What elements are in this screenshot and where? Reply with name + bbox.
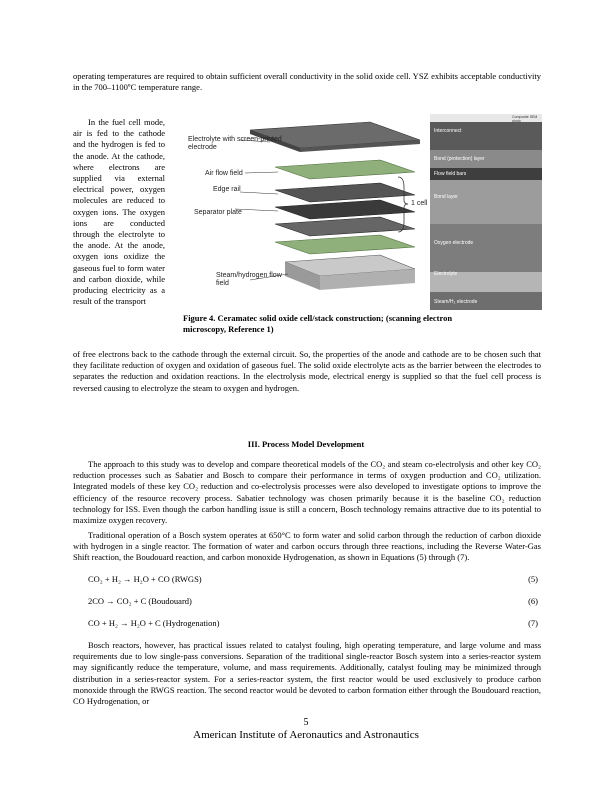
top-paragraph: operating temperatures are required to obtain sufficient overall conductivity in the solid oxide cell. YSZ exhibits acceptable conductivity in the 700–1100ºC temperature range. xyxy=(73,71,541,93)
label-separator: Separator plate xyxy=(194,209,242,216)
page-footer: American Institute of Aeronautics and Astronautics xyxy=(193,729,419,741)
equation-text: CO + H₂ → H₂O + C (Hydrogenation) xyxy=(88,618,220,628)
micro-label-oxygen-electrode: Oxygen electrode xyxy=(434,240,474,246)
label-air-flow: Air flow field xyxy=(205,170,243,177)
paragraph-bosch: Traditional operation of a Bosch system operates at 650°C to form water and solid carbon through the reduction of carbon dioxide with hydrogen in a single reactor. The formation of water and carbon occurs through three reactions, including the Reverse Water-Gas Shift reaction, the Boudouard reaction, and carbon monoxide Hydrogenation, as shown in Equations (5) through (7). xyxy=(73,530,541,563)
paragraph-reactors: Bosch reactors, however, has practical issues related to catalyst fouling, high operating temperature, and large volume and mass requirements due to low single-pass conversions. Separation of the traditional single-reactor Bosch system into a series-reactor system may significantly reduce the temperature, volume, and mass requirements. Additionally, catalyst fouling may be minimized through distribution in a series-reactor system. For a series-reactor system, the first reactor would be used exclusively to produce carbon monoxide through the RWGS reaction. The second reactor would be devoted to carbon formation either through the Boudouard reaction, CO Hydrogenation, or xyxy=(73,640,541,707)
equation-5 xyxy=(88,574,538,584)
micro-label-interconnect: Interconnect xyxy=(434,128,462,134)
equation-6 xyxy=(88,596,538,606)
paragraph-approach: The approach to this study was to develop and compare theoretical models of the CO₂ and steam co-electrolysis and other key CO₂ reduction processes such as Sabatier and Bosch to compare their performance in terms of oxygen production and CO₂ utilization. Integrated models of these key CO₂ reduction and co-electrolysis processes were also developed to investigate options to improve the efficiency of the resource recovery process. Sabatier technology was chosen primarily because it is the baseline CO₂ reduction technology for ISS. Even though the carbon handling issue is still a concern, Bosch technology remains attractive due to its potential to maximize oxygen recovery. xyxy=(73,459,541,526)
equation-number: (7) xyxy=(528,618,538,628)
label-cell: 1 cell xyxy=(411,200,428,207)
equation-text: CO₂ + H₂ → H₂O + CO (RWGS) xyxy=(88,574,202,584)
sem-photo xyxy=(430,114,542,310)
continuation-paragraph: of free electrons back to the cathode through the external circuit. So, the properties of the anode and cathode are to be chosen such that they facilitate reduction of oxygen and oxidation of gaseous fuel. The solid oxide electrolyte acts as the barrier between the electrodes to separates the reduction and oxidation reactions. In the electrolysis mode, electrical energy is supplied so that the fuel cell process is reversed causing to electrolyze the steam to oxygen and hydrogen. xyxy=(73,349,541,393)
label-electrolyte: Electrolyte with screen-printed electrode xyxy=(188,136,282,151)
micro-label-flow-field: Flow field bars xyxy=(434,171,467,177)
equation-number: (5) xyxy=(528,574,538,584)
label-steam: Steam/hydrogen flow field xyxy=(216,272,282,287)
left-column-text: In the fuel cell mode, air is fed to the cathode and the hydrogen is fed to the anode. At the cathode, where electrons are supplied via external electrical power, oxygen molecules are reduced to oxygen ions. The oxygen ions are conducted through the electrolyte to the anode. At the anode, oxygen ions oxidize the gaseous fuel to form water and carbon dioxide, while producing electricity as a result of the transport xyxy=(73,117,165,307)
equation-number: (6) xyxy=(528,596,538,606)
micro-label-photo: Composite SEM photo xyxy=(512,115,538,123)
section-heading: III. Process Model Development xyxy=(247,439,365,449)
micro-label-steam-electrode: Steam/H₂ electrode xyxy=(434,299,478,305)
equation-7 xyxy=(88,618,538,628)
micro-label-bond-protection: Bond (protection) layer xyxy=(434,156,485,162)
equation-text: 2CO → CO₂ + C (Boudouard) xyxy=(88,596,192,606)
micro-label-bond-layer: Bond layer xyxy=(434,194,458,200)
micro-label-electrolyte: Electrolyte xyxy=(434,271,458,277)
page-number: 5 xyxy=(303,717,309,728)
figure-caption: Figure 4. Ceramatec solid oxide cell/stack construction; (scanning electron microscopy, Reference 1) xyxy=(183,313,453,334)
label-edge-rail: Edge rail xyxy=(213,186,241,193)
